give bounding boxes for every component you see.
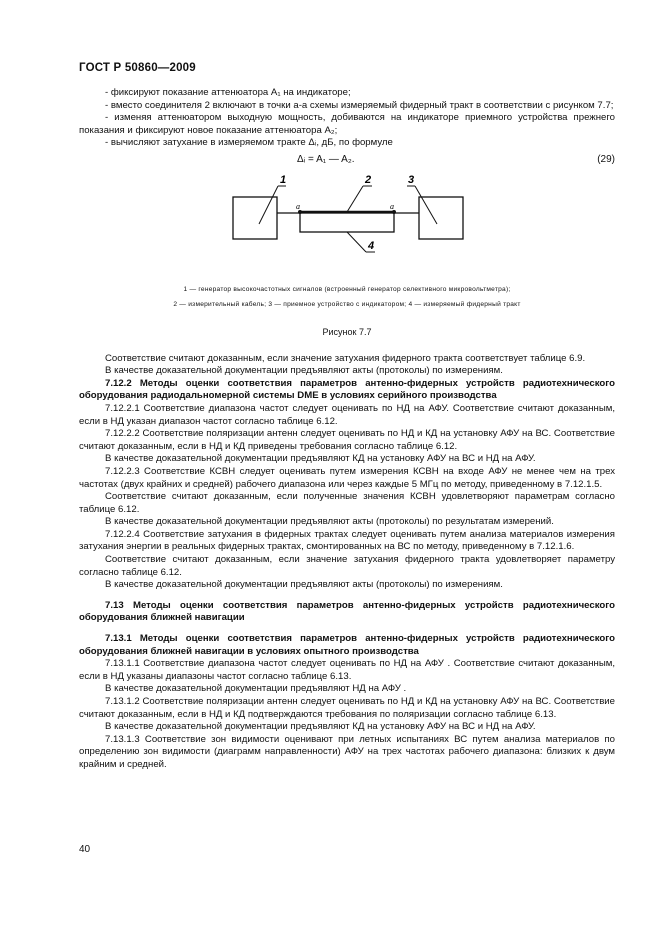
formula-row <box>79 154 615 168</box>
receiver-block <box>419 197 463 239</box>
paragraph: Соответствие считают доказанным, если значение затухания фидерного тракта удовлетворяет параметру согласно таблице 6.12. <box>79 554 615 578</box>
intro-line: - изменяя аттенюатором выходную мощность, добиваются на индикаторе приемного устройства прежнего показания и фиксируют новое показание аттенюатора A₂; <box>79 112 615 136</box>
label-4: 4 <box>368 239 375 252</box>
paragraph: В качестве доказательной документации предъявляют КД на установку АФУ на ВС и НД на АФУ. <box>105 721 536 733</box>
paragraph: 7.12.2.2 Соответствие поляризации антенн следует оценивать по НД и КД на установку АФУ на ВС. Соответствие считают доказанным, если в НД и КД приведены требования согласно таблице 6.12. <box>79 428 615 452</box>
paragraph: 7.13.1.1 Соответствие диапазона частот следует оценивать по НД на АФУ . Соответствие считают доказанным, если в НД указаны диапазоны частот согласно таблице 6.13. <box>79 658 615 682</box>
paragraph: 7.13.1.3 Соответствие зон видимости оценивают при летных испытаниях ВС путем анализа материалов по определению зон видимости (диаграмм направленности) АФУ на трех частотах рабочего диапазона: близких к двум крайним и средней. <box>79 733 615 770</box>
formula: Δᵢ = A₁ — A₂. <box>297 153 355 165</box>
paragraph: В качестве доказательной документации предъявляют НД на АФУ . <box>105 683 407 695</box>
paragraph: В качестве доказательной документации предъявляют КД на установку АФУ на ВС и НД на АФУ. <box>105 453 536 465</box>
section-heading: 7.13.1 Методы оценки соответствия параметров антенно-фидерных устройств радиотехнического оборудования ближней навигации в условиях опытного производства <box>79 633 615 657</box>
label-3: 3 <box>408 173 415 186</box>
formula-number: (29) <box>597 153 615 165</box>
paragraph: В качестве доказательной документации предъявляют акты (протоколы) по измерениям. <box>105 579 503 591</box>
figure-caption-line-2: 2 — измерительный кабель; 3 — приемное устройство с индикатором; 4 — измеряемый фидерный тракт <box>173 300 521 308</box>
paragraph: 7.12.2.4 Соответствие затухания в фидерных трактах следует оценивать путем анализа материалов измерения затухания энергии в реальных фидерных трактах, смонтированных на ВС по методу, приведенному в 7.12.1.6. <box>79 528 615 553</box>
intro-line: - вместо соединителя 2 включают в точки a-a схемы измеряемый фидерный тракт в соответствии с рисунком 7.7; <box>105 99 614 111</box>
paragraph: В качестве доказательной документации предъявляют акты (протоколы) по измерениям. <box>105 365 503 377</box>
point-a-left-label: a <box>296 201 300 211</box>
intro-line: - фиксируют показание аттенюатора A₁ на индикаторе; <box>105 87 351 98</box>
intro-list <box>79 87 615 150</box>
figure-caption-line-1: 1 — генератор высокочастотных сигналов (встроенный генератор селективного микровольтметра); <box>183 285 511 293</box>
paragraph: 7.12.2.3 Соответствие КСВН следует оценивать путем измерения КСВН на входе АФУ не менее чем на трех частотах (двух крайних и средней) рабочего диапазона или через каждые 5 МГц по методу, приведенному в 7.12.1.5. <box>79 465 615 490</box>
body-paragraphs <box>79 353 615 772</box>
paragraph-gap <box>79 592 615 600</box>
section-heading: 7.13 Методы оценки соответствия параметров антенно-фидерных устройств радиотехнического оборудования ближней навигации <box>79 599 615 624</box>
leader-3 <box>415 186 437 224</box>
figure-7-7 <box>79 172 615 280</box>
page-number: 40 <box>79 844 91 855</box>
page-content <box>79 87 615 772</box>
label-2: 2 <box>365 173 372 186</box>
paragraph: Соответствие считают доказанным, если значение затухания фидерного тракта соответствует таблице 6.9. <box>105 352 586 364</box>
block-diagram <box>79 172 615 280</box>
point-a-right-label: a <box>390 201 394 211</box>
paragraph-gap <box>79 625 615 633</box>
paragraph: Соответствие считают доказанным, если полученные значения КСВН удовлетворяют параметрам согласно таблице 6.12. <box>79 491 615 515</box>
figure-title: Рисунок 7.7 <box>322 326 372 337</box>
generator-block <box>233 197 277 239</box>
document-header: ГОСТ Р 50860—2009 <box>79 62 196 74</box>
leader-2 <box>347 186 363 212</box>
leader-1 <box>259 186 278 224</box>
leader-4 <box>347 232 366 252</box>
paragraph: 7.13.1.2 Соответствие поляризации антенн следует оценивать по НД и КД на установку АФУ на ВС. Соответствие считают доказанным, если в НД и КД подтверждаются требования по поляризации согласно таблице 6.13. <box>79 696 615 720</box>
label-1: 1 <box>280 173 287 186</box>
intro-line: - вычисляют затухание в измеряемом тракте Δᵢ, дБ, по формуле <box>105 137 393 149</box>
section-heading: 7.12.2 Методы оценки соответствия параметров антенно-фидерных устройств радиотехнического оборудования радиодальномерной системы DME в условиях серийного производства <box>79 377 615 402</box>
paragraph: В качестве доказательной документации предъявляют акты (протоколы) по результатам измерений. <box>105 516 554 528</box>
feeder-block <box>300 213 394 232</box>
paragraph: 7.12.2.1 Соответствие диапазона частот следует оценивать по НД на АФУ. Соответствие считают доказанным, если в НД указан диапазон частот согласно таблице 6.12. <box>79 402 615 427</box>
